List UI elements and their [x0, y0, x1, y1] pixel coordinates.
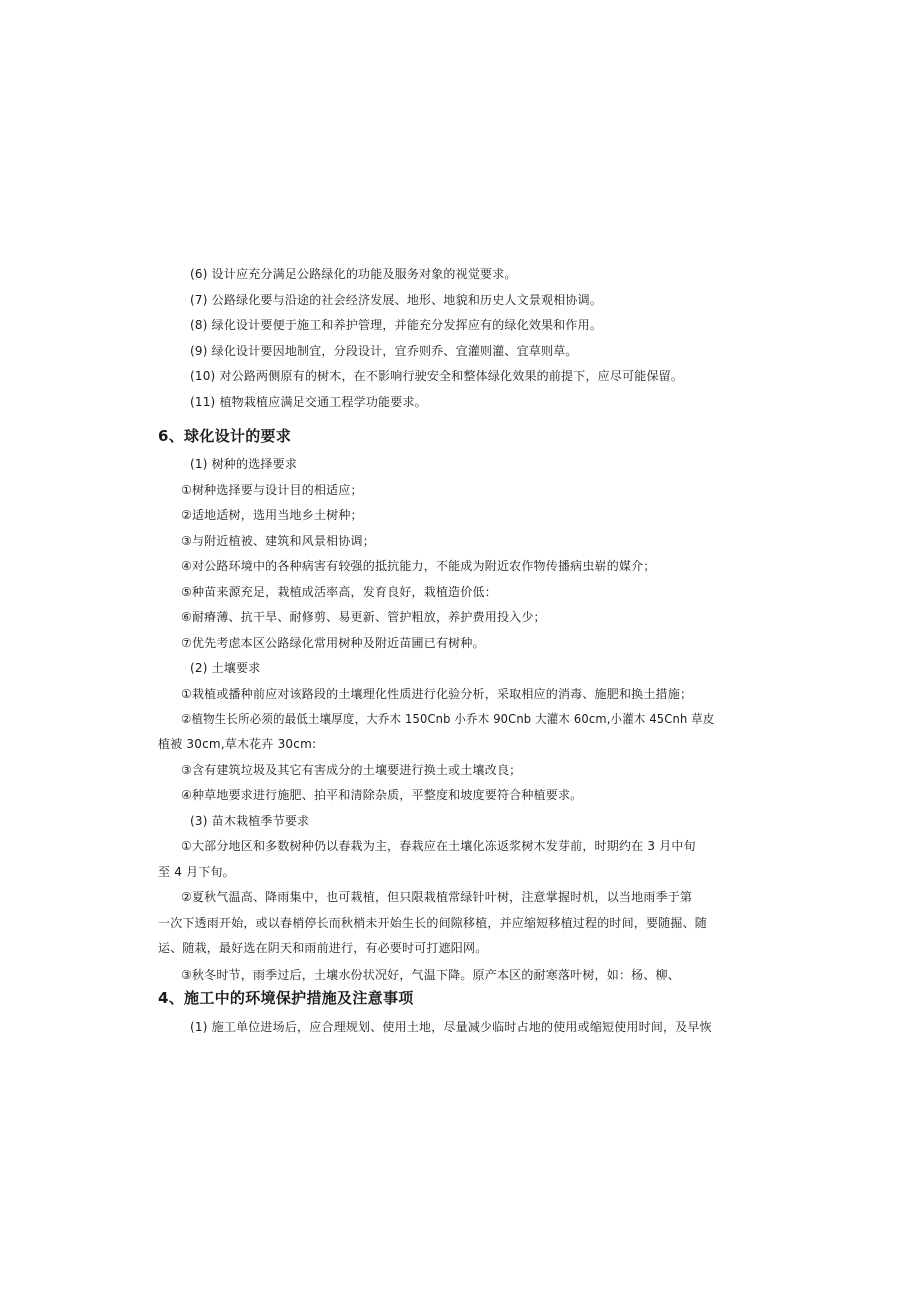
season-item-2-line-3: 运、随栽，最好选在阴天和雨前进行，有必要时可打遮阳网。	[158, 941, 488, 955]
subsection-1-title: (1) 树种的选择要求	[190, 457, 298, 471]
list-item-10: (10) 对公路两侧原有的树木，在不影响行驶安全和整体绿化效果的前提下，应尽可能保留。	[190, 369, 684, 383]
season-item-3-line-1: ③秋冬时节，雨季过后，土壤水份状况好，气温下降。原产本区的耐寒落叶树，如：杨、柳、	[181, 968, 680, 982]
list-item-7: (7) 公路绿化要与沿途的社会经济发展、地形、地貌和历史人文景观相协调。	[190, 293, 603, 307]
species-item-7: ⑦优先考虑本区公路绿化常用树种及附近苗圃已有树种。	[181, 636, 485, 650]
list-item-6: (6) 设计应充分满足公路绿化的功能及服务对象的视觉要求。	[190, 267, 517, 281]
species-item-6: ⑥耐瘠薄、抗干旱、耐修剪、易更新、管护粗放，养护费用投入少；	[181, 610, 546, 624]
list-item-9: (9) 绿化设计要因地制宜，分段设计，宜乔则乔、宜灌则灌、宜草则草。	[190, 344, 578, 358]
list-item-8: (8) 绿化设计要便于施工和养护管理，并能充分发挥应有的绿化效果和作用。	[190, 318, 603, 332]
season-item-2-line-2: 一次下透雨开始，或以春梢停长而秋梢未开始生长的间隙移植，并应缩短移植过程的时间，要随掘、随	[158, 916, 708, 930]
section-6-heading: 6、球化设计的要求	[158, 427, 292, 445]
soil-item-4: ④种草地要求进行施肥、拍平和清除杂质，平整度和坡度要符合种植要求。	[181, 788, 583, 802]
season-item-2-line-1: ②夏秋气温高、降雨集中，也可栽植，但只限栽植常绿针叶树，注意掌握时机，以当地雨季于第	[181, 890, 693, 904]
species-item-3: ③与附近植被、建筑和风景相协调；	[181, 534, 375, 548]
soil-item-2-line-1: ②植物生长所必须的最低土壤厚度，大乔木 150Cnb 小乔木 90Cnb 大灌木 60cm,小灌木 45Cnh 草皮	[181, 712, 715, 726]
list-item-11: (11) 植物栽植应满足交通工程学功能要求。	[190, 395, 427, 409]
season-item-1-line-1: ①大部分地区和多数树种仍以春栽为主，春栽应在土壤化冻返浆树木发芽前，时期约在 3 月中旬	[181, 839, 696, 853]
subsection-3-title: (3) 苗木栽植季节要求	[190, 814, 310, 828]
soil-item-3: ③含有建筑垃圾及其它有害成分的土壤要进行换土或土壤改良；	[181, 763, 522, 777]
species-item-4: ④对公路环境中的各种病害有较强的抵抗能力，不能成为附近农作物传播病虫崭的媒介；	[181, 559, 656, 573]
soil-item-1: ①栽植或播种前应对该路段的土壤理化性质进行化验分析，采取相应的消毒、施肥和换土措施；	[181, 687, 693, 701]
env-item-1-line-1: (1) 施工单位进场后，应合理规划、使用土地，尽量减少临时占地的使用或缩短使用时间，及早恢	[190, 1020, 712, 1034]
season-item-1-line-2: 至 4 月下旬。	[158, 865, 235, 879]
soil-item-2-line-2: 植被 30cm,草木花卉 30cm:	[158, 737, 317, 751]
species-item-1: ①树种选择要与设计目的相适应；	[181, 483, 363, 497]
species-item-5: ⑤种苗来源充足，栽植成活率高，发育良好，栽植造价低：	[181, 585, 497, 599]
species-item-2: ②适地适树，选用当地乡土树种；	[181, 508, 363, 522]
section-4-heading: 4、施工中的环境保护措施及注意事项	[158, 989, 414, 1007]
subsection-2-title: (2) 土壤要求	[190, 661, 261, 675]
